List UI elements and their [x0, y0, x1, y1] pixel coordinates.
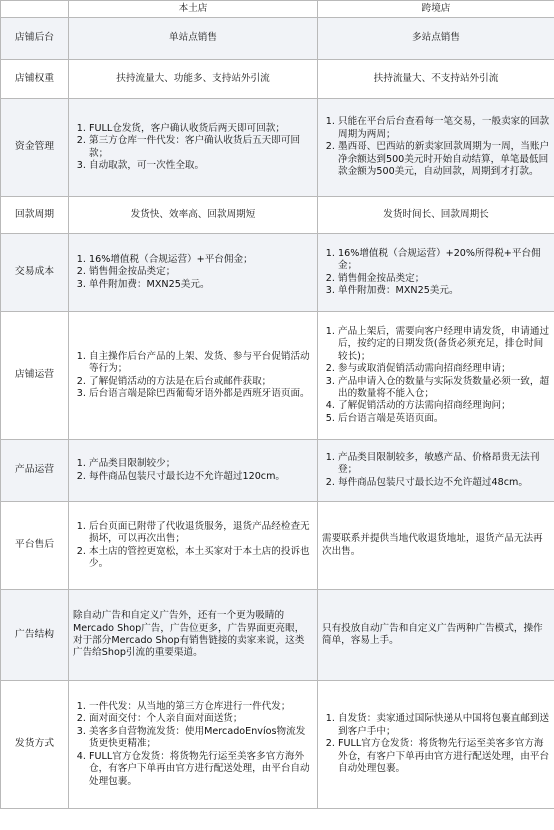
header-local-store: 本土店	[69, 1, 318, 18]
cross-cell: 需要联系并提供当地代收退货地址，退货产品无法再次出售。	[318, 502, 554, 590]
list-item: 1. 自发货：卖家通过国际快递从中国将包裹直邮到送到客户手中；	[338, 713, 550, 738]
table-row	[1, 197, 554, 234]
list-item: 4. 了解促销活动的方法需向招商经理询问；	[338, 400, 550, 412]
list-item: 1. 16%增值税（合规运营）+20%所得税+平台佣金；	[338, 248, 550, 273]
list-item: 3. 产品申请入仓的数量与实际发货数量必须一致，超出的数量将不能入仓；	[338, 376, 550, 401]
table-row	[1, 440, 554, 502]
local-cell	[69, 99, 318, 197]
list-item: 3. 单件附加费：MXN25美元。	[89, 279, 313, 291]
list-item: 2. 每件商品包装尺寸最长边不允许超过48cm。	[338, 477, 550, 489]
cross-cell	[318, 312, 554, 440]
cross-cell: 多站点销售	[318, 18, 554, 60]
row-label: 回款周期	[1, 197, 69, 234]
row-label: 资金管理	[1, 99, 69, 197]
local-cell: 除自动广告和自定义广告外，还有一个更为吸睛的Mercado Shop广告，广告位更多，广告界面更亮眼，对于部分Mercado Shop有销售链接的卖家来说，这类广告给Shop引流的重要渠道。	[69, 590, 318, 681]
local-cell	[69, 312, 318, 440]
local-list	[73, 254, 313, 291]
table-row	[1, 99, 554, 197]
local-cell: 扶持流量大、功能多、支持站外引流	[69, 60, 318, 99]
local-cell	[69, 681, 318, 809]
table-row	[1, 681, 554, 809]
list-item: 3. 单件附加费：MXN25美元。	[338, 285, 550, 297]
cross-cell	[318, 234, 554, 312]
list-item: 3. 美客多自营物流发货：使用MercadoEnvíos物流发货更快更精准；	[89, 726, 313, 751]
list-item: 2. 本土店的管控更宽松，本土买家对于本土店的投诉也少。	[89, 546, 313, 571]
list-item: 2. 墨西哥、巴西站的新卖家回款周期为一周，当账户净余额达到500美元时开始自动结算，单笔最低回款金额为500美元，自动回款，周期到才打款。	[338, 141, 550, 178]
row-label: 店铺运营	[1, 312, 69, 440]
local-cell	[69, 502, 318, 590]
list-item: 1. 自主操作后台产品的上架、发货、参与平台促销活动等行为；	[89, 351, 313, 376]
local-list	[73, 351, 313, 401]
row-label: 平台售后	[1, 502, 69, 590]
list-item: 2. 面对面交付：个人亲自面对面送货；	[89, 713, 313, 725]
row-label: 店铺权重	[1, 60, 69, 99]
cross-list	[322, 248, 550, 298]
cross-cell: 只有投放自动广告和自定义广告两种广告模式，操作简单，容易上手。	[318, 590, 554, 681]
cross-list	[322, 326, 550, 425]
local-list	[73, 701, 313, 788]
list-item: 1. FULL仓发货，客户确认收货后两天即可回款；	[89, 123, 313, 135]
list-item: 2. FULL官方仓发货：将货物先行运至美客多官方海外仓，有客户下单再由官方进行配送处理，由平台自动处理包裹。	[338, 738, 550, 775]
list-item: 1. 只能在平台后台查看每一笔交易，一般卖家的回款周期为两周；	[338, 116, 550, 141]
list-item: 3. 后台语言端是除巴西葡萄牙语外都是西班牙语页面。	[89, 388, 313, 400]
local-list	[73, 458, 313, 483]
header-row	[1, 1, 554, 18]
cross-cell: 扶持流量大、不支持站外引流	[318, 60, 554, 99]
list-item: 1. 产品类目限制较多，敏感产品、价格昂贵无法刊登；	[338, 452, 550, 477]
table-row	[1, 18, 554, 60]
list-item: 2. 了解促销活动的方法是在后台或邮件获取；	[89, 376, 313, 388]
list-item: 2. 销售佣金按品类定；	[89, 266, 313, 278]
list-item: 2. 销售佣金按品类定；	[338, 273, 550, 285]
cross-cell: 发货时间长、回款周期长	[318, 197, 554, 234]
list-item: 4. FULL官方仓发货：将货物先行运至美客多官方海外仓，有客户下单再由官方进行配送处理，由平台自动处理包裹。	[89, 751, 313, 788]
local-list	[73, 521, 313, 571]
list-item: 5. 后台语言端是英语页面。	[338, 413, 550, 425]
list-item: 3. 自动取款，可一次性全取。	[89, 160, 313, 172]
list-item: 2. 第三方仓库一件代发：客户确认收货后五天即可回款；	[89, 135, 313, 160]
table-row	[1, 60, 554, 99]
local-cell: 单站点销售	[69, 18, 318, 60]
row-label: 广告结构	[1, 590, 69, 681]
cross-cell	[318, 681, 554, 809]
cross-list	[322, 116, 550, 178]
table-row	[1, 502, 554, 590]
list-item: 1. 16%增值税（合规运营）+平台佣金；	[89, 254, 313, 266]
list-item: 1. 产品类目限制较少；	[89, 458, 313, 470]
local-list	[73, 123, 313, 173]
table-row	[1, 590, 554, 681]
local-cell	[69, 234, 318, 312]
cross-list	[322, 452, 550, 489]
row-label: 店铺后台	[1, 18, 69, 60]
row-label: 发货方式	[1, 681, 69, 809]
list-item: 2. 每件商品包装尺寸最长边不允许超过120cm。	[89, 471, 313, 483]
local-cell: 发货快、效率高、回款周期短	[69, 197, 318, 234]
list-item: 1. 后台页面已附带了代收退货服务，退货产品经检查无损坏，可以再次出售；	[89, 521, 313, 546]
header-empty-cell	[1, 1, 69, 18]
local-cell	[69, 440, 318, 502]
row-label: 交易成本	[1, 234, 69, 312]
list-item: 1. 一件代发：从当地的第三方仓库进行一件代发；	[89, 701, 313, 713]
table-row	[1, 234, 554, 312]
cross-list	[322, 713, 550, 775]
row-label: 产品运营	[1, 440, 69, 502]
cross-cell	[318, 440, 554, 502]
list-item: 1. 产品上架后，需要向客户经理申请发货，申请通过后，按约定的日期发货(备货必须充足，排仓时间较长)；	[338, 326, 550, 363]
header-cross-border-store: 跨境店	[318, 1, 554, 18]
cross-cell	[318, 99, 554, 197]
table-row	[1, 312, 554, 440]
list-item: 2. 参与或取消促销活动需向招商经理申请；	[338, 363, 550, 375]
